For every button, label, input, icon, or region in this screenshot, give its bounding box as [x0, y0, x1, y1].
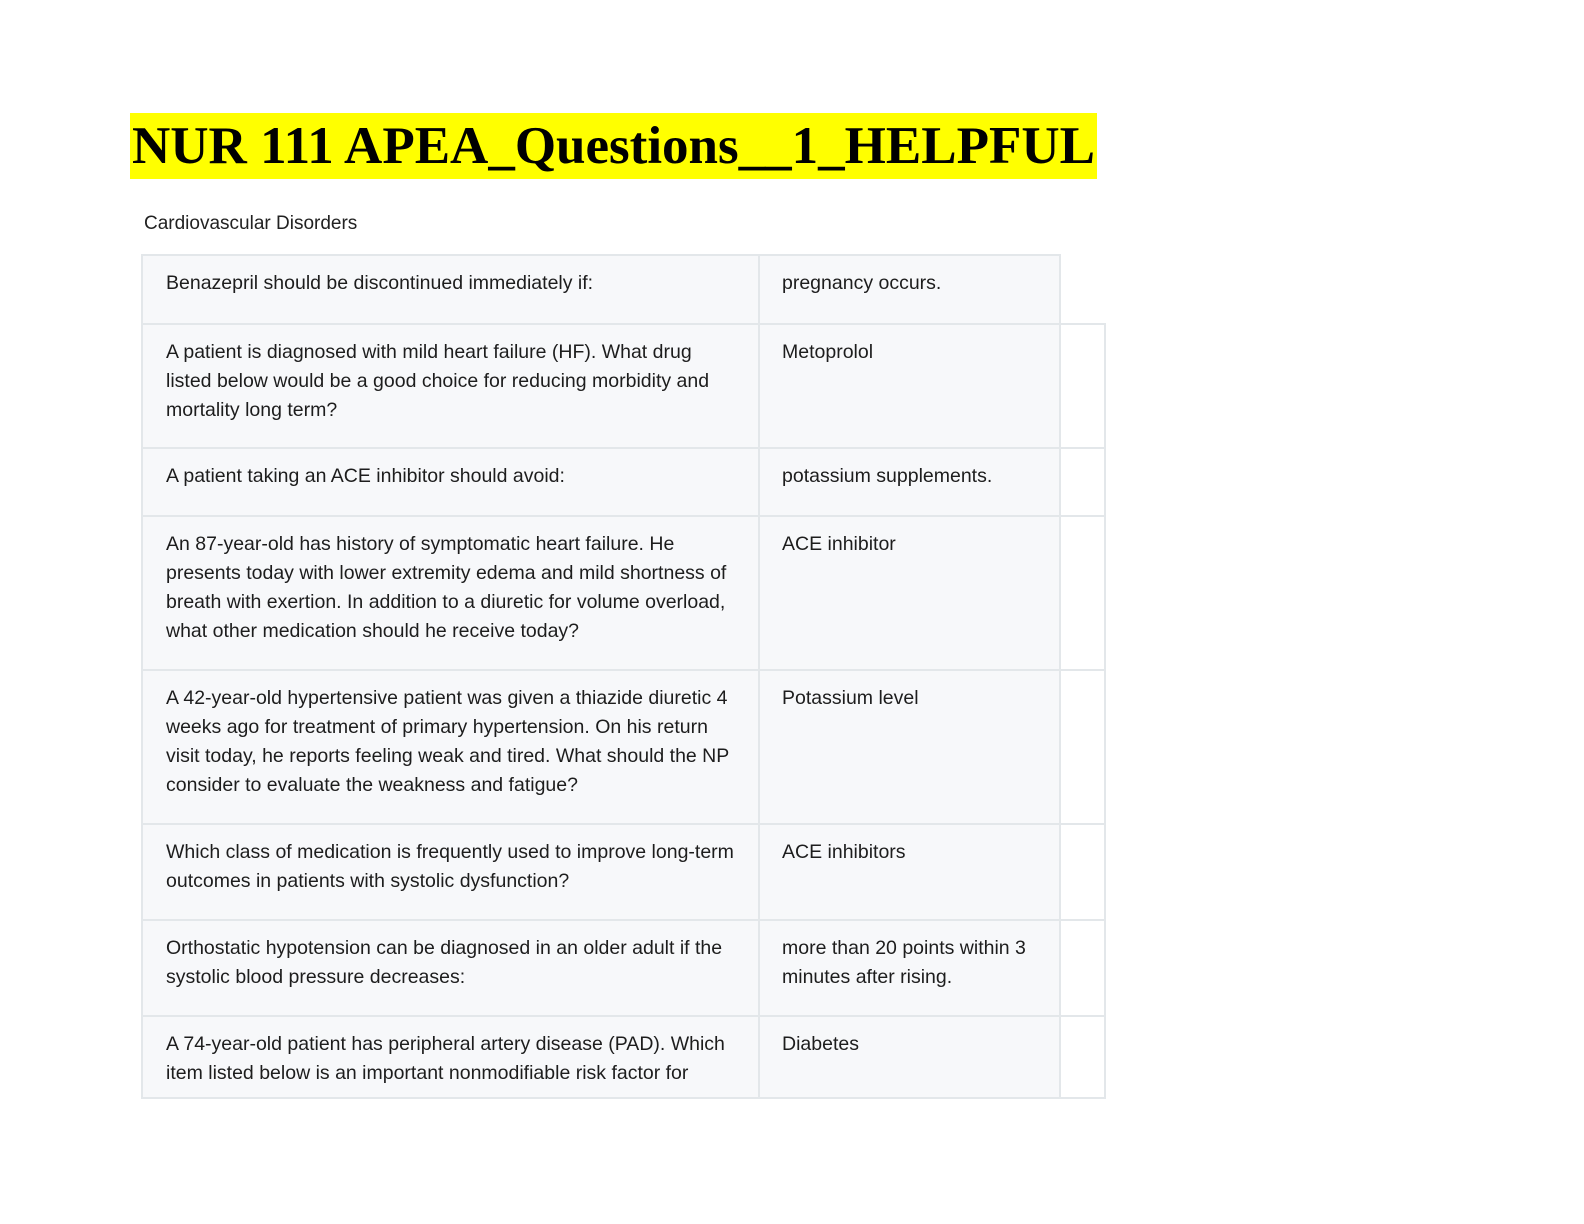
question-cell: Orthostatic hypotension can be diagnosed in an older adult if the systolic blood pressure decreases:: [141, 919, 760, 1017]
answer-cell: more than 20 points within 3 minutes after rising.: [758, 919, 1061, 1017]
answer-cell: ACE inhibitors: [758, 823, 1061, 921]
empty-cell: [1059, 1015, 1106, 1099]
section-heading: Cardiovascular Disorders: [144, 213, 358, 234]
answer-cell: potassium supplements.: [758, 447, 1061, 517]
empty-cell: [1059, 323, 1106, 449]
answer-cell: Metoprolol: [758, 323, 1061, 449]
question-cell: Which class of medication is frequently used to improve long-term outcomes in patients with systolic dysfunction?: [141, 823, 760, 921]
answer-cell: Diabetes: [758, 1015, 1061, 1099]
empty-cell: [1059, 823, 1106, 921]
empty-cell: [1059, 447, 1106, 517]
answer-cell: ACE inhibitor: [758, 515, 1061, 671]
empty-cell: [1059, 515, 1106, 671]
question-cell: A 42-year-old hypertensive patient was given a thiazide diuretic 4 weeks ago for treatment of primary hypertension. On his return visit today, he reports feeling weak and tired. What should the NP consider to evaluate the weakness and fatigue?: [141, 669, 760, 825]
answer-cell: Potassium level: [758, 669, 1061, 825]
question-cell: A patient taking an ACE inhibitor should avoid:: [141, 447, 760, 517]
document-title: NUR 111 APEA_Questions__1_HELPFUL: [130, 113, 1097, 179]
qa-table: [141, 254, 1105, 1099]
answer-cell: pregnancy occurs.: [758, 254, 1061, 325]
empty-cell: [1059, 919, 1106, 1017]
question-cell: A 74-year-old patient has peripheral artery disease (PAD). Which item listed below is an important nonmodifiable risk factor for: [141, 1015, 760, 1099]
question-cell: Benazepril should be discontinued immediately if:: [141, 254, 760, 325]
question-cell: A patient is diagnosed with mild heart failure (HF). What drug listed below would be a good choice for reducing morbidity and mortality long term?: [141, 323, 760, 449]
empty-cell: [1059, 669, 1106, 825]
question-cell: An 87-year-old has history of symptomatic heart failure. He presents today with lower extremity edema and mild shortness of breath with exertion. In addition to a diuretic for volume overload, what other medication should he receive today?: [141, 515, 760, 671]
